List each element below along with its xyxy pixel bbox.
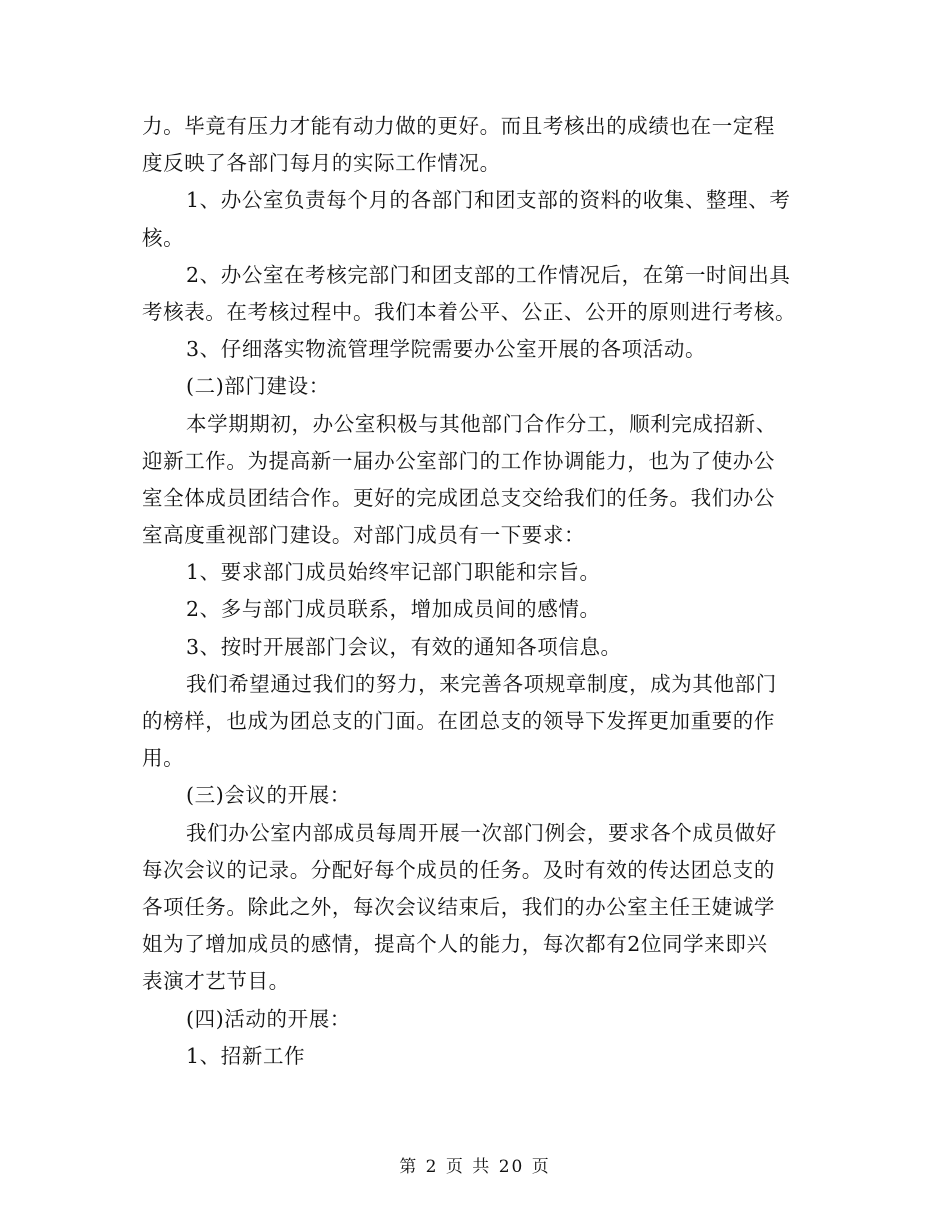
text-line: 室全体成员团结合作。更好的完成团总支交给我们的任务。我们办公 — [142, 485, 775, 510]
text-line: 每次会议的记录。分配好每个成员的任务。及时有效的传达团总支的 — [142, 857, 775, 882]
text-line: 核。 — [142, 225, 185, 250]
text-line: 姐为了增加成员的感情，提高个人的能力，每次都有2位同学来即兴 — [142, 932, 768, 957]
section-heading: (二)部门建设： — [186, 374, 330, 399]
section-heading: (四)活动的开展： — [186, 1006, 351, 1031]
paragraph-start: 本学期期初，办公室积极与其他部门合作分工，顺利完成招新、 — [186, 411, 777, 436]
paragraph-start: 我们办公室内部成员每周开展一次部门例会，要求各个成员做好 — [186, 820, 777, 845]
list-item: 3、仔细落实物流管理学院需要办公室开展的各项活动。 — [186, 337, 707, 362]
list-item: 1、要求部门成员始终牢记部门职能和宗旨。 — [186, 560, 601, 585]
paragraph-start: 我们希望通过我们的努力，来完善各项规章制度，成为其他部门 — [186, 671, 777, 696]
body-text — [142, 108, 810, 1075]
text-line: 力。毕竟有压力才能有动力做的更好。而且考核出的成绩也在一定程 — [142, 114, 775, 138]
text-line: 迎新工作。为提高新一届办公室部门的工作协调能力，也为了使办公 — [142, 448, 775, 473]
text-line: 各项任务。除此之外，每次会议结束后，我们的办公室主任王婕诚学 — [142, 894, 775, 919]
list-item: 3、按时开展部门会议，有效的通知各项信息。 — [186, 634, 622, 659]
list-item: 2、多与部门成员联系，增加成员间的感情。 — [186, 597, 601, 622]
section-heading: (三)会议的开展： — [186, 783, 351, 808]
list-item: 1、招新工作 — [186, 1043, 306, 1068]
text-line: 度反映了各部门每月的实际工作情况。 — [142, 151, 501, 176]
text-line: 表演才艺节目。 — [142, 969, 290, 994]
text-line: 考核表。在考核过程中。我们本着公平、公正、公开的原则进行考核。 — [142, 299, 797, 324]
text-line: 的榜样，也成为团总支的门面。在团总支的领导下发挥更加重要的作 — [142, 709, 775, 733]
list-item: 2、办公室在考核完部门和团支部的工作情况后，在第一时间出具 — [186, 262, 791, 287]
text-line: 用。 — [142, 746, 185, 771]
text-line: 室高度重视部门建设。对部门成员有一下要求： — [142, 523, 586, 548]
page-number-footer: 第 2 页 共 20 页 — [399, 1157, 551, 1177]
list-item: 1、办公室负责每个月的各部门和团支部的资料的收集、整理、考 — [186, 188, 791, 213]
